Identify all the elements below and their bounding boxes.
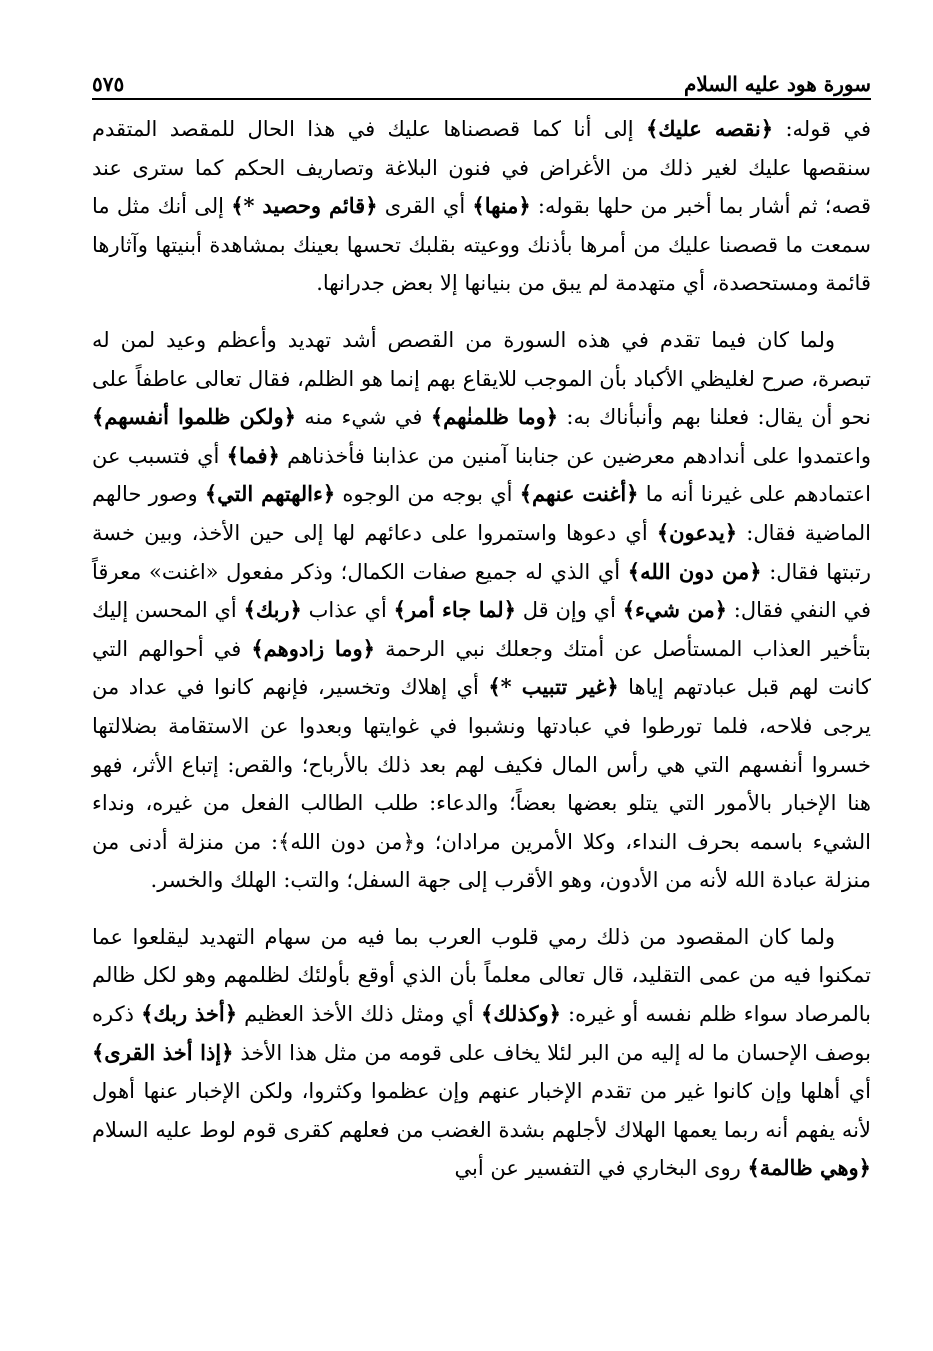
paragraph-1 <box>92 110 871 303</box>
text-run: ولما كان فيما تقدم في هذه السورة من القصص أشد تهديد وأعظم وعيد لمن له تبصرة، صرح لغليظي الأكباد بأن الموجب للايقاع بهم إنما هو الظلم، فقال تعالى عاطفاً على نحو أن يقال: فعلنا بهم وأنبأناك به: <box>92 327 872 430</box>
quran-quote: ﴿فما﴾ <box>226 442 280 468</box>
text-run: ﴿من دون الله﴾ <box>278 829 415 854</box>
quran-quote: ﴿وما زادوهم﴾ <box>251 635 375 661</box>
text-run: إلى أنا كما قصصناها عليك في هذا الحال للمقصد المتقدم سنقصها عليك لغير ذلك من الأغراض في فنون البلاغة وتصاريف الحكم كما سترى عند قصه؛ ثم أشار بما أخبر من حلها بقوله: <box>92 117 871 219</box>
text-run: أي دعوها واستمروا على دعائهم لها إلى حين الأخذ، وبين خسة رتبتها فقال: <box>92 520 871 584</box>
quran-quote: ﴿غير تتبيب *﴾ <box>488 674 619 700</box>
quran-quote: ﴿إذا أخذ القرى﴾ <box>92 1039 234 1065</box>
body-text <box>92 110 871 1188</box>
quran-quote: ﴿ربك﴾ <box>243 597 302 623</box>
text-run: أي إهلاك وتخسير، فإنهم كانوا في عداد من يرجى فلاحه، فلما تورطوا في عبادتها ونشبوا في غوايتها وبعدوا عن الاستقامة بضلالتها خسروا أنفسهم التي هي رأس المال فكيف لهم بعد ذلك بالأرباح؛ والقص: إتباع الأثر، فهو هنا الإخبار بالأمور التي يتلو بعضها بعضاً؛ والدعاء: طلب الطالب الفعل من غيره، ونداء الشيء باسمه بحرف النداء، وكلا الأمرين مرادان؛ و <box>92 675 872 854</box>
surah-title: سورة هود عليه السلام <box>683 72 871 96</box>
quran-quote: ﴿يدعون﴾ <box>656 519 738 545</box>
quran-quote: ﴿منها﴾ <box>472 193 531 219</box>
text-run: أي الذي له جميع صفات الكمال؛ وذكر مفعول «اغنت» معرقاً في النفي فقال: <box>92 559 871 623</box>
text-run: أي القرى <box>377 194 473 219</box>
text-run: واعتمدوا على أندادهم معرضين عن جنابنا آمنين من عذابنا فأخذناهم <box>279 443 871 468</box>
quran-quote: ﴿وهي ظالمة﴾ <box>747 1155 871 1181</box>
text-run: أي بوجه من الوجوه <box>335 482 520 507</box>
running-header <box>92 60 871 96</box>
quran-quote: ﴿ولكن ظلموا أنفسهم﴾ <box>92 404 296 430</box>
text-run: ذكره بوصف الإحسان ما له إليه من البر لئلا يخاف على قومه من مثل هذا الأخذ <box>92 1002 871 1065</box>
text-run: أي ومثل ذلك الأخذ العظيم <box>237 1002 482 1027</box>
text-run: في أحوالهم التي كانت لهم قبل عبادتهم إياها <box>92 636 871 700</box>
quran-quote: ﴿أغنت عنهم﴾ <box>519 481 639 507</box>
header-rule <box>92 98 871 100</box>
text-run: في شيء منه <box>295 405 431 430</box>
text-run: ولما كان المقصود من ذلك رمي قلوب العرب بما فيه من سهام التهديد ليقلعوا عما تمكنوا فيه من عمى التقليد، قال تعالى معلماً بأن الذي أوقع بأولئك لظلمهم وهو لكل ظالم بالمرصاد سواء ظلم نفسه أو غيره: <box>92 924 871 1027</box>
text-run: إلى أنك مثل ما سمعت ما قصصنا عليك من أمرها بأذنك ووعيته بقلبك تحسها بعينك بمشاهدة أبنيتها وآثارها قائمة ومستحصدة، أي متهدمة لم يبق من بنيانها إلا بعض جدرانها. <box>92 194 871 296</box>
text-run: وصور حالهم الماضية فقال: <box>92 482 871 545</box>
quran-quote: ﴿نقصه عليك﴾ <box>645 116 774 141</box>
text-run: أي فتسبب عن اعتمادهم على غيرنا أنه ما <box>92 443 871 507</box>
quran-quote: ﴿من شيء﴾ <box>622 597 727 623</box>
paragraph-3 <box>92 918 871 1188</box>
page-number: ٥٧٥ <box>92 72 125 96</box>
quran-quote: ﴿لما جاء أمر﴾ <box>393 597 516 623</box>
quran-quote: ﴿ءالهتهم التي﴾ <box>204 481 336 507</box>
quran-quote: ﴿وكذلك﴾ <box>481 1001 561 1027</box>
quran-quote: ﴿قائم وحصيد *﴾ <box>231 193 378 219</box>
text-run: روى البخاري في التفسير عن أبي <box>454 1156 748 1181</box>
text-run: أي أهلها وإن كانوا غير من تقدم الإخبار عنهم وإن عظموا وكثروا، ولكن الإخبار عنها أهول لأنه يفهم أنه ربما يعمها الهلاك لأجلهم بشدة الغضب من فعلهم كقرى قوم لوط عليه السلام <box>92 1079 871 1142</box>
paragraph-2 <box>92 321 871 900</box>
text-run: في قوله: <box>773 117 872 141</box>
text-run: أي وإن قل <box>515 598 623 623</box>
quran-quote: ﴿أخذ ربك﴾ <box>141 1001 238 1027</box>
text-run: : من منزلة أدنى من منزلة عبادة الله لأنه من الأدون، وهو الأقرب إلى جهة السفل؛ والتب: الهلك والخسر. <box>92 829 871 893</box>
text-run: أي المحسن إليك بتأخير العذاب المستأصل عن أمتك وجعلك نبي الرحمة <box>92 598 871 661</box>
quran-quote: ﴿من دون الله﴾ <box>627 558 762 584</box>
text-run: أي عذاب <box>301 598 394 623</box>
quran-quote: ﴿وما ظلمنٰهم﴾ <box>430 404 559 430</box>
